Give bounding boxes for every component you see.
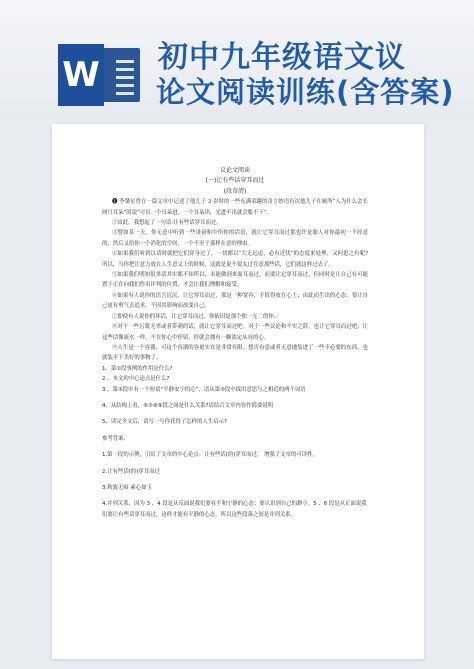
doc-author: (段奇清) [223, 187, 247, 195]
doc-paragraph: ⑤如果我们明知很多话其实都不知所以，未能做到来面耳而过，而要让它穿耳而过，但同时是让自己有可能置于正在向我们作出评判的位置，才会让我们理解和接受。 [102, 272, 368, 289]
page-title-line1: 初中九年级语文议 [158, 40, 406, 75]
doc-answer: 3.秋波无痕 素心如玉 [102, 484, 152, 491]
document-preview [52, 124, 424, 659]
doc-question: 1、第①段事例的作用是什么? [102, 365, 173, 372]
doc-question: 4、从结构上看，⑥⑦⑧⑨段之间是什么关系?请结合文章内容作简要说明 [102, 402, 274, 409]
doc-subheading: (一)让有些话穿耳而过 [205, 177, 265, 185]
doc-paragraph: ⑦即使有人说你的坏话，让它穿耳而过，你依旧是那个独一无二的你。 [112, 313, 280, 320]
doc-paragraph: ⑥如果有人说你的语言沉沉，让它穿耳而过，那是一种宽容，不值得放在心上；由此而生出的心态，要让自己更有勇气去追求，不因其影响而改变自己。 [102, 292, 368, 310]
doc-paragraph: ②由此，我想起了一句话:让有些话穿耳而过。 [112, 220, 222, 227]
doc-question: 2 、本文的中心论点是什么? [102, 376, 170, 383]
doc-paragraph: ⑧对于一些污蔑无辜或者带刺的话，就让它穿耳而过吧。对于一些议论和不实之辞，也让它穿耳而过吧；让这些话像流水一样，不在你心中停留，你就会拥有一颗淡定从容的心。 [102, 324, 368, 341]
doc-heading: 议论文阅读 [219, 167, 250, 174]
doc-answer: 2.让有些话(的)穿耳而过 [102, 468, 160, 475]
doc-paragraph: ③譬如某一天，你无意中听到一些诽谤和中伤你的话语，就让它穿耳而过那也许是聪人对你最初一不经意的，然后又给你一个消化的空间，一个不至于那样在意的理由。 [102, 230, 368, 247]
document-body [102, 166, 368, 520]
word-logo-letter: W [58, 44, 104, 106]
doc-paragraph: ④如果我们听到以话时就把它们穿身过了，一切都以“大无远虑，必有近忧”的态度来处理，又何患之有呢? 所以，当你把注意力放在人生意义上的时候，这就是说不要太过在意那些话，它们就这样过去了。 [102, 251, 368, 268]
doc-answer: 1.第一段的示例，引出了文章的中心论点：让有些话(的)穿耳而过， 增强了文章的可读性。 [102, 452, 318, 459]
doc-question: 5、读完全文后，请写一写你获得了怎样的人生启示? [102, 419, 227, 426]
doc-paragraph: ⑨人生是一个容器，可这个容器的容量实在是非常有限。想否有意或者无意地装进了一些不必要的东西，也就装不下美好的事物了。 [102, 344, 368, 362]
doc-paragraph: ❶ 李肇星曾在一篇文章中记述了他儿子 3 岁时的一些充满童趣的奇言妙语有次他儿子在厕所“人为什么会长两只耳朵”时说“可以一个耳朵进，一个耳朵出，光进不出就会胀不下”。 [102, 199, 368, 216]
answer-heading: 参考答案: [102, 435, 126, 442]
page-title-line2: 论文阅读训练(含答案) [156, 75, 455, 109]
doc-question: 3 、第⑤段中有一个短语“平静安宁的心”，请从第⑤段中找出意思与之相近的两个词语 [102, 386, 306, 393]
word-document-icon [58, 44, 144, 106]
doc-answer: 4.并列关系，因为 3 、4 段是从反面说我们要有平和宁静的心态；要认识到自己的渺小。5 、6 段是从正面说我们要让有些话穿耳而过，这样才能有平静的心态，所以这些段落之间是并列关系。 [102, 501, 367, 518]
header-banner [0, 0, 474, 118]
